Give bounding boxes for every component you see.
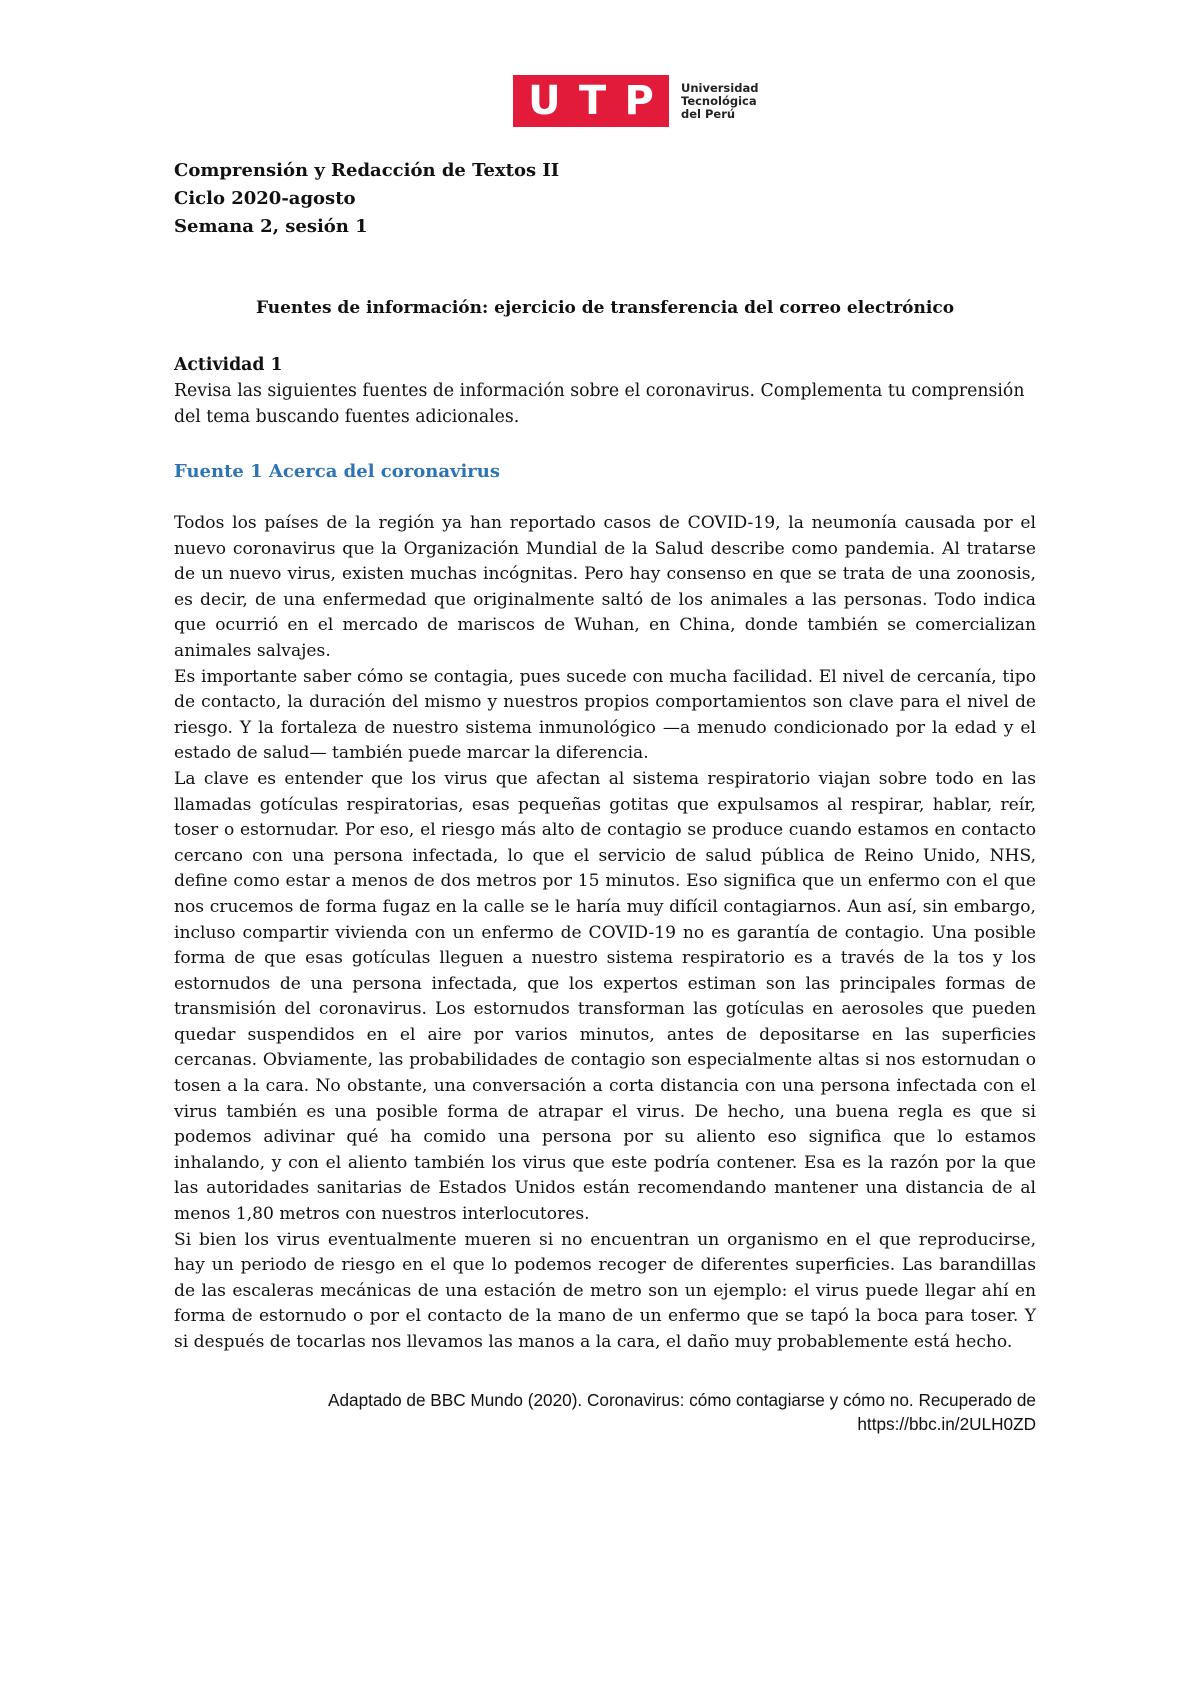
course-cycle: Ciclo 2020-agosto	[174, 188, 356, 209]
activity-title: Actividad 1	[174, 355, 283, 375]
logo-wordmark	[681, 82, 758, 121]
course-session: Semana 2, sesión 1	[174, 216, 368, 237]
logo-letter-t: T	[578, 78, 607, 124]
logo-letter-u: U	[528, 78, 561, 124]
body-paragraph: Es importante saber cómo se contagia, pues sucede con mucha facilidad. El nivel de cercanía, tipo de contacto, la duración del mismo y nuestros propios comportamientos son clave para el nivel de riesgo. Y la fortaleza de nuestro sistema inmunológico —a menudo condicionado por la edad y el estado de salud— también puede marcar la diferencia.	[174, 666, 1036, 764]
document-title: Fuentes de información: ejercicio de transferencia del correo electrónico	[255, 298, 955, 318]
logo-text-line: del Perú	[681, 106, 736, 121]
logo-text-line: Universidad	[681, 80, 759, 95]
activity-instructions: Revisa las siguientes fuentes de información sobre el coronavirus. Complementa tu comprensión del tema buscando fuentes adicionales.	[174, 381, 1025, 427]
citation-url: https://bbc.in/2ULH0ZD	[857, 1414, 1036, 1434]
body-paragraph: Todos los países de la región ya han reportado casos de COVID-19, la neumonía causada por el nuevo coronavirus que la Organización Mundial de la Salud describe como pandemia. Al tratarse de un nuevo virus, existen muchas incógnitas. Pero hay consenso en que se trata de una zoonosis, es decir, de una enfermedad que originalmente saltó de los animales a las personas. Todo indica que ocurrió en el mercado de mariscos de Wuhan, en China, donde también se comercializan animales salvajes.	[174, 513, 1036, 661]
body-paragraph: Si bien los virus eventualmente mueren si no encuentran un organismo en el que reproducirse, hay un periodo de riesgo en el que lo podemos recoger de diferentes superficies. Las barandillas de las escaleras mecánicas de una estación de metro son un ejemplo: el virus puede llegar ahí en forma de estornudo o por el contacto de la mano de un enfermo que se tapó la boca para toser. Y si después de tocarlas nos llevamos las manos a la cara, el daño muy probablemente está hecho.	[174, 1229, 1036, 1352]
utp-logo	[513, 75, 758, 127]
course-header	[174, 157, 1036, 241]
citation-text: Adaptado de BBC Mundo (2020). Coronavirus: cómo contagiarse y cómo no. Recuperado de	[328, 1390, 1036, 1410]
source-title: Fuente 1 Acerca del coronavirus	[174, 461, 501, 482]
logo-mark	[513, 75, 669, 127]
source-body	[174, 511, 1036, 1356]
activity-section	[174, 352, 1036, 430]
logo-letter-p: P	[624, 78, 654, 124]
course-name: Comprensión y Redacción de Textos II	[174, 160, 560, 181]
body-paragraph: La clave es entender que los virus que afectan al sistema respiratorio viajan sobre todo en las llamadas gotículas respiratorias, esas pequeñas gotitas que expulsamos al respirar, hablar, reír, toser o estornudar. Por eso, el riesgo más alto de contagio se produce cuando estamos en contacto cercano con una persona infectada, lo que el servicio de salud pública de Reino Unido, NHS, define como estar a menos de dos metros por 15 minutos. Eso significa que un enfermo con el que nos crucemos de forma fugaz en la calle se le haría muy difícil contagiarnos. Aun así, sin embargo, incluso compartir vivienda con un enfermo de COVID-19 no es garantía de contagio. Una posible forma de que esas gotículas lleguen a nuestro sistema respiratorio es a través de la tos y los estornudos de una persona infectada, que los expertos estiman son las principales formas de transmisión del coronavirus. Los estornudos transforman las gotículas en aerosoles que pueden quedar suspendidos en el aire por varios minutos, antes de depositarse en las superficies cercanas. Obviamente, las probabilidades de contagio son especialmente altas si nos estornudan o tosen a la cara. No obstante, una conversación a corta distancia con una persona infectada con el virus también es una posible forma de atrapar el virus. De hecho, una buena regla es que si podemos adivinar qué ha comido una persona por su aliento eso significa que lo estamos inhalando, y con el aliento también los virus que este podría contener. Esa es la razón por la que las autoridades sanitarias de Estados Unidos están recomendando mantener una distancia de al menos 1,80 metros con nuestros interlocutores.	[174, 768, 1036, 1225]
citation	[174, 1388, 1036, 1436]
logo-text-line: Tecnológica	[681, 93, 757, 108]
